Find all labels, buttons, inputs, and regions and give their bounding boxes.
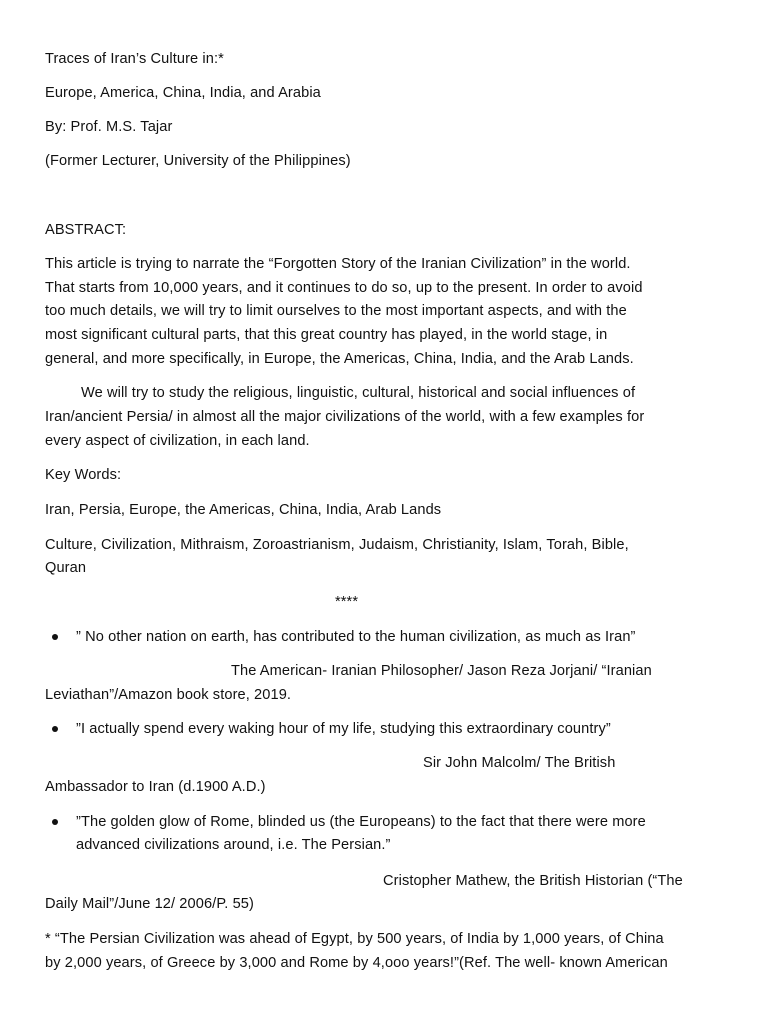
bullet-icon — [52, 726, 58, 732]
document-title: Traces of Iran’s Culture in:* — [45, 51, 224, 67]
quote-attribution: Leviathan”/Amazon book store, 2019. — [45, 687, 292, 703]
abstract-line: We will try to study the religious, linguistic, cultural, historical and social influences of — [81, 385, 636, 401]
abstract-line: most significant cultural parts, that this great country has played, in the world stage, in — [45, 327, 608, 343]
closing-note: * “The Persian Civilization was ahead of Egypt, by 500 years, of India by 1,000 years, of China — [45, 931, 664, 947]
author-line: By: Prof. M.S. Tajar — [45, 119, 173, 135]
abstract-line: every aspect of civilization, in each land. — [45, 433, 310, 449]
bullet-icon — [52, 819, 58, 825]
bullet-icon — [52, 634, 58, 640]
quote-attribution: Ambassador to Iran (d.1900 A.D.) — [45, 779, 266, 795]
quote-text: ” No other nation on earth, has contributed to the human civilization, as much as Iran” — [76, 629, 636, 645]
abstract-line: This article is trying to narrate the “Forgotten Story of the Iranian Civilization” in the world. — [45, 256, 631, 272]
quote-text: advanced civilizations around, i.e. The Persian.” — [76, 837, 391, 853]
keywords-heading: Key Words: — [45, 467, 122, 483]
abstract-heading: ABSTRACT: — [45, 222, 127, 238]
keywords-line: Iran, Persia, Europe, the Americas, China, India, Arab Lands — [45, 502, 442, 518]
abstract-line: Iran/ancient Persia/ in almost all the major civilizations of the world, with a few examples for — [45, 409, 645, 425]
keywords-line: Culture, Civilization, Mithraism, Zoroastrianism, Judaism, Christianity, Islam, Torah, Bible, — [45, 537, 629, 553]
quote-attribution: Daily Mail”/June 12/ 2006/P. 55) — [45, 896, 254, 912]
keywords-line: Quran — [45, 560, 87, 576]
section-separator: **** — [335, 594, 359, 610]
quote-attribution: Cristopher Mathew, the British Historian (“The — [383, 873, 683, 889]
abstract-line: general, and more specifically, in Europe, the Americas, China, India, and the Arab Lands. — [45, 351, 634, 367]
quote-text: ”The golden glow of Rome, blinded us (the Europeans) to the fact that there were more — [76, 814, 646, 830]
quote-attribution: Sir John Malcolm/ The British — [423, 755, 616, 771]
affiliation-line: (Former Lecturer, University of the Philippines) — [45, 153, 351, 169]
abstract-line: That starts from 10,000 years, and it continues to do so, up to the present. In order to avoid — [45, 280, 643, 296]
abstract-line: too much details, we will try to limit ourselves to the most important aspects, and with the — [45, 303, 627, 319]
quote-attribution: The American- Iranian Philosopher/ Jason Reza Jorjani/ “Iranian — [231, 663, 652, 679]
document-subtitle: Europe, America, China, India, and Arabia — [45, 85, 321, 101]
closing-note: by 2,000 years, of Greece by 3,000 and Rome by 4,ooo years!”(Ref. The well- known American — [45, 955, 668, 971]
quote-text: ”I actually spend every waking hour of my life, studying this extraordinary country” — [76, 721, 611, 737]
